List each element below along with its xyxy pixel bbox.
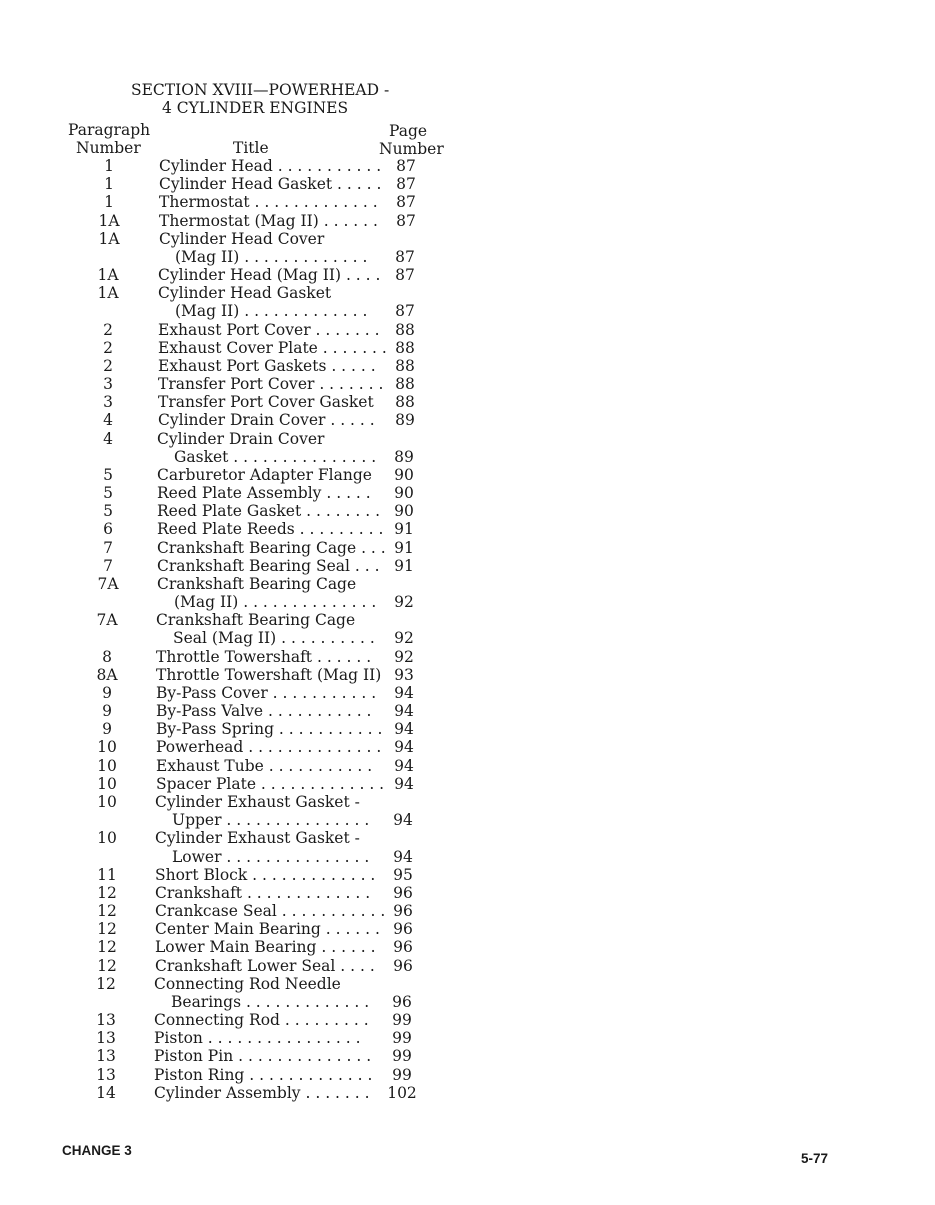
toc-title: Lower . . . . . . . . . . . . . . .: [172, 847, 370, 866]
toc-paragraph-number: 1A: [97, 284, 119, 303]
toc-title: Exhaust Port Gaskets . . . . .: [158, 356, 376, 375]
toc-page-number: 89: [395, 411, 415, 430]
toc-title: (Mag II) . . . . . . . . . . . . . .: [174, 593, 377, 612]
toc-paragraph-number: 14: [96, 1083, 116, 1102]
toc-title: Exhaust Port Cover . . . . . . .: [158, 320, 380, 339]
toc-page-number: 96: [393, 938, 413, 957]
toc-title: Spacer Plate . . . . . . . . . . . . .: [156, 774, 385, 793]
footer-change: CHANGE 3: [62, 1143, 132, 1158]
toc-page-number: 94: [394, 756, 414, 775]
toc-page-number: 87: [395, 266, 415, 284]
toc-paragraph-number: 10: [97, 738, 117, 757]
toc-title: Crankshaft . . . . . . . . . . . . .: [155, 883, 371, 902]
toc-paragraph-number: 3: [103, 375, 113, 393]
toc-page-number: 94: [394, 720, 414, 739]
toc-page-number: 92: [394, 647, 414, 666]
header-title: Title: [233, 139, 269, 157]
toc-paragraph-number: 1: [104, 193, 114, 212]
section-title-line1: SECTION XVIII—POWERHEAD -: [131, 81, 390, 99]
toc-title: Exhaust Cover Plate . . . . . . .: [158, 338, 387, 357]
toc-paragraph-number: 11: [97, 865, 117, 884]
toc-paragraph-number: 5: [103, 502, 113, 521]
toc-paragraph-number: 13: [96, 1065, 116, 1084]
toc-paragraph-number: 2: [103, 356, 113, 375]
toc-page-number: 93: [394, 665, 414, 684]
toc-title: Reed Plate Assembly . . . . .: [157, 484, 371, 503]
toc-page-number: 94: [394, 774, 414, 793]
toc-page-number: 90: [394, 465, 414, 484]
toc-page-number: 94: [394, 702, 414, 721]
toc-title: Cylinder Head (Mag II) . . . .: [158, 266, 381, 284]
toc-title: Short Block . . . . . . . . . . . . .: [155, 865, 376, 884]
toc-paragraph-number: 13: [96, 1011, 116, 1029]
header-paragraph-number: Number: [76, 139, 141, 157]
toc-paragraph-number: 10: [97, 774, 117, 793]
toc-title: (Mag II) . . . . . . . . . . . . .: [175, 302, 368, 321]
toc-paragraph-number: 1A: [98, 211, 120, 230]
toc-title: Thermostat (Mag II) . . . . . .: [159, 211, 378, 230]
toc-title: Thermostat . . . . . . . . . . . . .: [159, 193, 378, 212]
toc-title: Throttle Towershaft . . . . . .: [156, 647, 372, 666]
toc-title: Connecting Rod . . . . . . . . .: [154, 1011, 369, 1029]
footer-page-number: 5-77: [801, 1151, 829, 1166]
toc-page-number: 96: [392, 992, 412, 1011]
toc-paragraph-number: 4: [103, 429, 113, 448]
toc-page-number: 88: [395, 393, 415, 412]
toc-paragraph-number: 12: [97, 902, 117, 920]
toc-paragraph-number: 5: [103, 484, 113, 503]
toc-page-number: 87: [396, 193, 416, 212]
toc-title: Cylinder Head Gasket: [158, 284, 332, 303]
toc-page-number: 94: [393, 847, 413, 866]
toc-page-number: 94: [393, 811, 413, 830]
toc-title: Crankshaft Lower Seal . . . .: [155, 956, 375, 975]
toc-title: Crankshaft Bearing Seal . . .: [157, 556, 380, 575]
toc-title: Piston Ring . . . . . . . . . . . . .: [154, 1065, 373, 1084]
toc-page-number: 89: [394, 447, 414, 466]
toc-page-number: 94: [394, 738, 414, 757]
header-page: Page: [389, 122, 428, 140]
toc-paragraph-number: 7: [103, 538, 113, 557]
toc-page-number: 96: [393, 902, 413, 920]
toc-title: By-Pass Cover . . . . . . . . . . .: [156, 683, 377, 702]
toc-page-number: 87: [396, 211, 416, 230]
toc-page-number: 99: [392, 1011, 412, 1029]
toc-title: Reed Plate Reeds . . . . . . . . .: [157, 520, 384, 539]
toc-page-number: 87: [395, 247, 415, 266]
toc-page-number: 95: [393, 865, 413, 884]
toc-paragraph-number: 10: [97, 756, 117, 775]
toc-title: Lower Main Bearing . . . . . .: [155, 938, 376, 957]
toc-title: Transfer Port Cover . . . . . . .: [158, 375, 384, 393]
toc-paragraph-number: 7A: [97, 574, 119, 593]
toc-title: Cylinder Drain Cover . . . . .: [158, 411, 375, 430]
toc-title: Bearings . . . . . . . . . . . . .: [171, 992, 370, 1011]
toc-paragraph-number: 6: [103, 520, 113, 539]
toc-paragraph-number: 12: [97, 938, 117, 957]
header-paragraph: Paragraph: [68, 121, 151, 139]
toc-paragraph-number: 13: [96, 1047, 116, 1066]
toc-title: Cylinder Head Gasket . . . . .: [159, 175, 382, 194]
toc-title: Crankcase Seal . . . . . . . . . . .: [155, 902, 386, 920]
toc-paragraph-number: 12: [97, 956, 117, 975]
toc-page-number: 87: [396, 157, 416, 175]
toc-page-number: 87: [395, 302, 415, 321]
toc-paragraph-number: 12: [97, 920, 117, 939]
toc-title: Crankshaft Bearing Cage: [157, 574, 357, 593]
toc-page-number: 88: [395, 320, 415, 339]
toc-page-number: 91: [394, 520, 414, 539]
toc-title: Gasket . . . . . . . . . . . . . . .: [174, 447, 377, 466]
toc-paragraph-number: 7: [103, 556, 113, 575]
toc-title: By-Pass Valve . . . . . . . . . . .: [156, 702, 372, 721]
toc-page-number: 88: [395, 356, 415, 375]
toc-page-number: 96: [393, 956, 413, 975]
toc-title: Carburetor Adapter Flange: [157, 465, 372, 484]
toc-page-number: 91: [394, 556, 414, 575]
toc-title: Upper . . . . . . . . . . . . . . .: [172, 811, 370, 830]
toc-title: Cylinder Drain Cover: [157, 429, 325, 448]
toc-title: Cylinder Assembly . . . . . . .: [154, 1083, 370, 1102]
toc-page-number: 102: [387, 1083, 417, 1102]
toc-title: Throttle Towershaft (Mag II): [156, 665, 382, 684]
toc-page-number: 99: [392, 1065, 412, 1084]
toc-page-number: 99: [392, 1029, 412, 1048]
toc-title: Crankshaft Bearing Cage . . .: [157, 538, 386, 557]
toc-paragraph-number: 1A: [97, 266, 119, 284]
toc-paragraph-number: 12: [97, 883, 117, 902]
toc-paragraph-number: 1: [104, 175, 114, 194]
header-page-number: Number: [379, 140, 444, 158]
toc-paragraph-number: 9: [102, 683, 112, 702]
toc-title: Cylinder Head Cover: [159, 229, 325, 248]
toc-page-number: 96: [393, 883, 413, 902]
toc-title: Piston . . . . . . . . . . . . . . . .: [154, 1029, 361, 1048]
toc-title: (Mag II) . . . . . . . . . . . . .: [175, 247, 368, 266]
toc-page-number: 90: [394, 484, 414, 503]
toc-title: Cylinder Exhaust Gasket -: [155, 793, 360, 811]
toc-page-number: 87: [396, 175, 416, 194]
toc-paragraph-number: 2: [103, 320, 113, 339]
toc-paragraph-number: 9: [102, 720, 112, 739]
toc-title: Crankshaft Bearing Cage: [156, 611, 356, 630]
section-title-line2: 4 CYLINDER ENGINES: [162, 99, 349, 117]
toc-page-number: 92: [394, 629, 414, 648]
toc-paragraph-number: 1: [104, 157, 114, 175]
toc-title: Cylinder Exhaust Gasket -: [155, 829, 360, 848]
toc-page-number: 96: [393, 920, 413, 939]
toc-paragraph-number: 13: [96, 1029, 116, 1048]
toc-paragraph-number: 2: [103, 338, 113, 357]
toc-paragraph-number: 10: [97, 793, 117, 811]
toc-title: Transfer Port Cover Gasket: [158, 393, 374, 412]
toc-title: Seal (Mag II) . . . . . . . . . .: [173, 629, 375, 648]
toc-title: Powerhead . . . . . . . . . . . . . .: [156, 738, 382, 757]
toc-title: Cylinder Head . . . . . . . . . . .: [159, 157, 382, 175]
toc-title: Connecting Rod Needle: [154, 974, 341, 993]
toc-page-number: 92: [394, 593, 414, 612]
toc-page-number: 94: [394, 683, 414, 702]
toc-title: Reed Plate Gasket . . . . . . . .: [157, 502, 381, 521]
toc-paragraph-number: 10: [97, 829, 117, 848]
toc-paragraph-number: 4: [103, 411, 113, 430]
toc-paragraph-number: 3: [103, 393, 113, 412]
toc-title: Center Main Bearing . . . . . .: [155, 920, 380, 939]
toc-title: By-Pass Spring . . . . . . . . . . .: [156, 720, 383, 739]
toc-page-number: 88: [395, 338, 415, 357]
toc-title: Piston Pin . . . . . . . . . . . . . .: [154, 1047, 372, 1066]
toc-title: Exhaust Tube . . . . . . . . . . .: [156, 756, 373, 775]
toc-paragraph-number: 7A: [96, 611, 118, 630]
toc-paragraph-number: 9: [102, 702, 112, 721]
toc-paragraph-number: 8A: [96, 665, 118, 684]
toc-page-number: 88: [395, 375, 415, 393]
toc-page-number: 90: [394, 502, 414, 521]
toc-page-number: 99: [392, 1047, 412, 1066]
toc-paragraph-number: 5: [103, 465, 113, 484]
toc-paragraph-number: 1A: [98, 229, 120, 248]
toc-paragraph-number: 8: [102, 647, 112, 666]
toc-page-number: 91: [394, 538, 414, 557]
toc-paragraph-number: 12: [96, 974, 116, 993]
